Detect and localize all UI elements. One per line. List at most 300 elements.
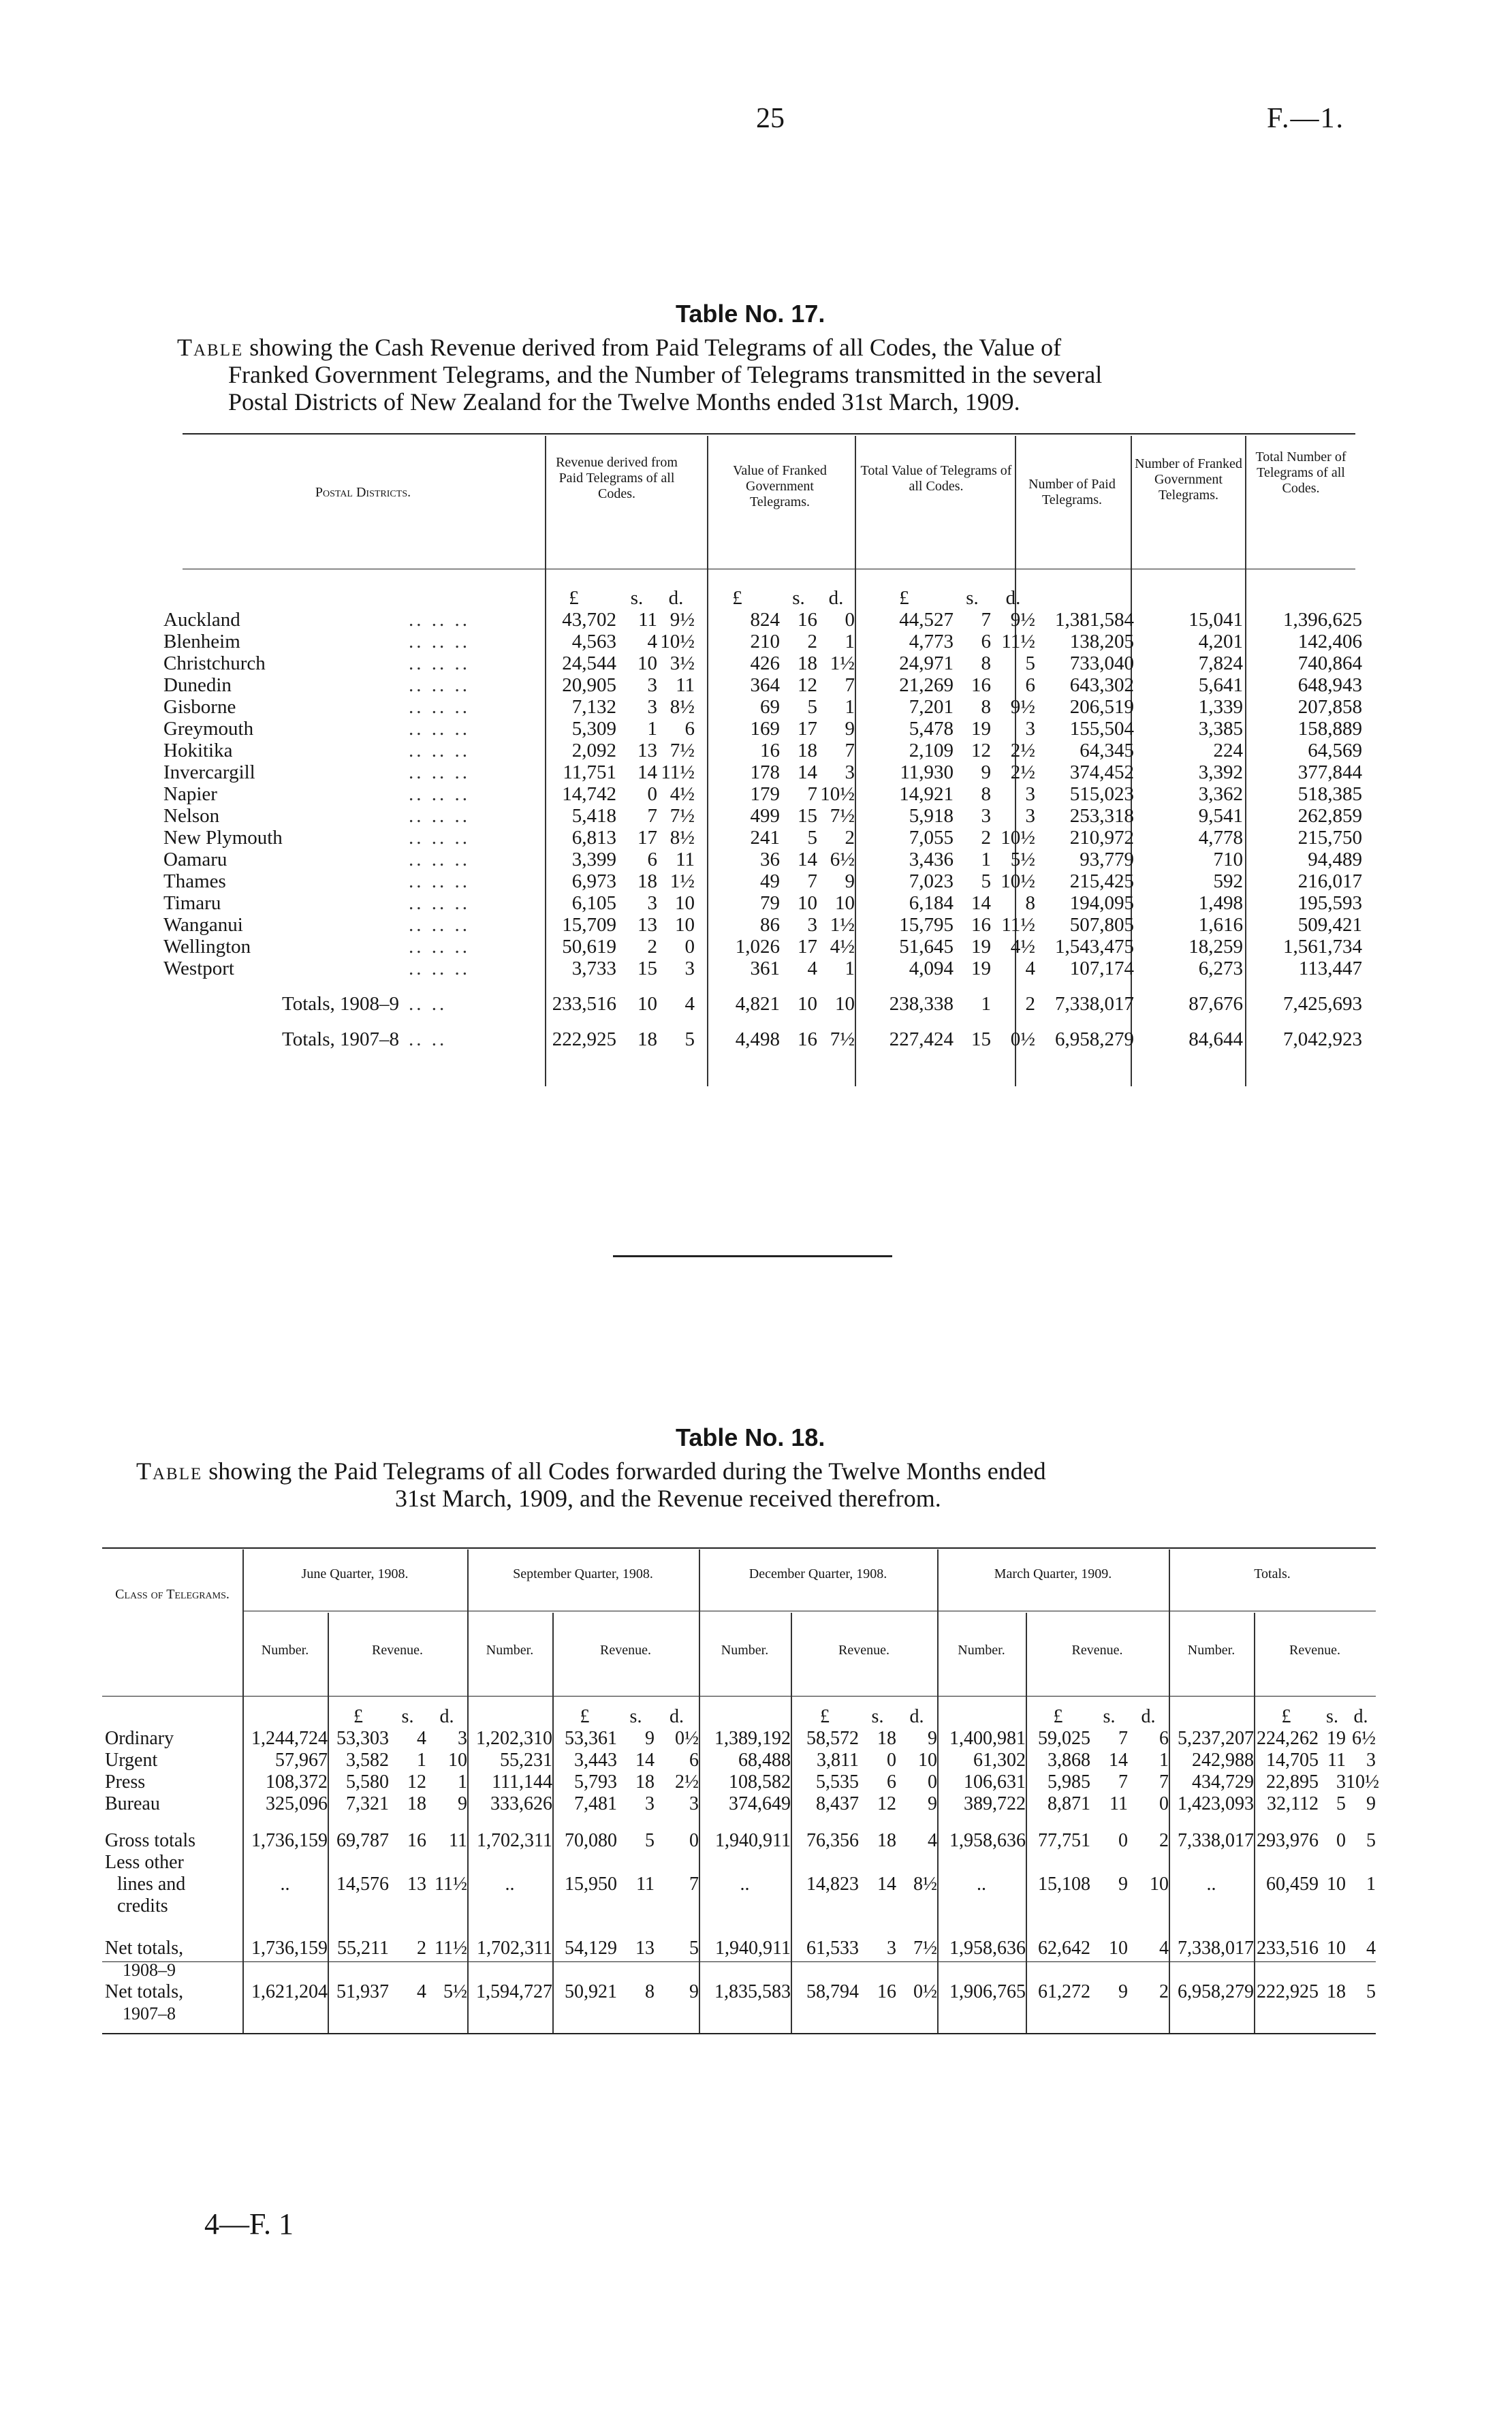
blank-cell <box>896 2003 937 2025</box>
rev-pounds: 2,092 <box>571 740 616 761</box>
telegram-number: 1,244,724 <box>251 1728 328 1749</box>
blank-cell <box>937 1895 1026 1917</box>
telegram-number: 7,338,017 <box>1178 1938 1254 1959</box>
fr-pence: 1 <box>845 631 855 652</box>
rev-shillings: 7 <box>647 805 657 827</box>
telegram-number: 325,096 <box>266 1793 328 1814</box>
franked-telegrams: 224 <box>1213 740 1243 761</box>
blank-cell <box>617 2003 655 2025</box>
tot-pence: 4½ <box>1010 936 1035 958</box>
revenue-pence: 3 <box>1366 1750 1376 1771</box>
telegram-number: 1,736,159 <box>251 1938 328 1959</box>
blank-cell <box>896 1852 937 1874</box>
row-label-cont: 1907–8 <box>123 2004 176 2023</box>
paid-telegrams: 215,425 <box>1069 870 1134 892</box>
paid-telegrams: 6,958,279 <box>1055 1028 1134 1050</box>
table17-totals-row <box>163 1028 1362 1050</box>
tot-pence: 0½ <box>1010 1028 1035 1050</box>
subheader-number: Number. <box>261 1643 309 1658</box>
franked-telegrams: 15,041 <box>1188 609 1243 631</box>
tot-shillings: 7 <box>981 609 991 631</box>
table17-row <box>163 827 1362 849</box>
telegram-number: 1,702,311 <box>477 1938 552 1959</box>
paid-telegrams: 253,318 <box>1069 805 1134 827</box>
table17-caption <box>177 334 1355 415</box>
fr-shillings: 14 <box>798 849 817 870</box>
tot-pounds: 7,055 <box>909 827 954 849</box>
blank-cell <box>1169 1959 1254 1981</box>
revenue-pence: 0 <box>1159 1793 1169 1814</box>
revenue-shillings: 7 <box>1118 1771 1128 1793</box>
revenue-shillings: 3 <box>1336 1771 1346 1793</box>
rev-pounds: 6,973 <box>571 870 616 892</box>
fr-pence: 9 <box>845 870 855 892</box>
subheader-revenue: Revenue. <box>1289 1643 1340 1658</box>
revenue-shillings: 12 <box>877 1793 896 1814</box>
revenue-shillings: 1 <box>417 1750 426 1771</box>
blank-cell <box>1319 1959 1346 1981</box>
revenue-shillings: 13 <box>635 1938 655 1959</box>
blank-cell <box>242 2003 328 2025</box>
spacer-row <box>102 1917 1376 1938</box>
paid-telegrams: 1,381,584 <box>1055 609 1134 631</box>
leader-dots: .. <box>1206 1874 1216 1895</box>
revenue-pounds: 32,112 <box>1267 1793 1319 1814</box>
rev-pounds: 14,742 <box>562 783 616 805</box>
tot-pounds: 14,921 <box>899 783 954 805</box>
row-label: Less other <box>105 1852 184 1873</box>
blank-cell <box>937 1706 1026 1728</box>
tot-pence: 9½ <box>1010 696 1035 718</box>
blank-cell <box>1026 1852 1090 1874</box>
total-telegrams: 207,858 <box>1297 696 1362 718</box>
rev-pounds: 233,516 <box>552 993 616 1015</box>
pound-unit: £ <box>353 1706 363 1727</box>
blank-cell <box>937 1852 1026 1874</box>
franked-telegrams: 3,385 <box>1198 718 1243 740</box>
table18-header-q4: March Quarter, 1909. <box>994 1566 1112 1581</box>
tot-pounds: 11,930 <box>900 761 954 783</box>
blank-cell <box>655 1895 699 1917</box>
spacer-row <box>102 1815 1376 1830</box>
table18-less-row <box>102 1852 1376 1874</box>
blank-cell <box>699 2003 791 2025</box>
revenue-pounds: 3,811 <box>817 1750 859 1771</box>
table17-row <box>163 783 1362 805</box>
revenue-pence: 4 <box>1366 1938 1376 1959</box>
tot-pence: 9½ <box>1010 609 1035 631</box>
shilling-unit: s. <box>792 587 805 609</box>
tot-shillings: 1 <box>981 849 991 870</box>
paid-telegrams: 7,338,017 <box>1055 993 1134 1015</box>
revenue-pounds: 62,642 <box>1038 1938 1090 1959</box>
paid-telegrams: 507,805 <box>1069 914 1134 936</box>
blank-cell <box>1254 2003 1319 2025</box>
table18-class-row <box>102 1793 1376 1815</box>
telegram-number: 333,626 <box>490 1793 552 1814</box>
blank-cell <box>426 1895 467 1917</box>
revenue-shillings: 5 <box>1336 1793 1346 1814</box>
telegram-number: 1,423,093 <box>1178 1793 1254 1814</box>
blank-cell <box>389 1959 426 1981</box>
blank-cell <box>1254 1895 1319 1917</box>
row-label: Ordinary <box>105 1728 174 1749</box>
franked-telegrams: 710 <box>1213 849 1243 870</box>
table17-row <box>163 609 1362 631</box>
pound-unit: £ <box>569 587 579 609</box>
table18-header-totals: Totals. <box>1254 1566 1291 1581</box>
revenue-shillings: 9 <box>1118 1874 1128 1895</box>
fr-shillings: 15 <box>798 805 817 827</box>
tot-shillings: 8 <box>981 783 991 805</box>
rev-pounds: 3,733 <box>571 958 616 979</box>
section-divider <box>613 1255 892 1257</box>
table17-row <box>163 805 1362 827</box>
blank-cell <box>791 1852 859 1874</box>
tot-pounds: 238,338 <box>889 993 954 1015</box>
franked-telegrams: 4,201 <box>1198 631 1243 652</box>
table18-net-current-row-cont <box>102 1959 1376 1981</box>
rev-pence: 1½ <box>670 870 695 892</box>
fr-pounds: 69 <box>760 696 780 718</box>
subheader-number: Number. <box>721 1643 769 1658</box>
blank-cell <box>552 1959 617 1981</box>
revenue-pence: 7½ <box>913 1938 937 1959</box>
paid-telegrams: 206,519 <box>1069 696 1134 718</box>
rev-pence: 11 <box>676 674 695 696</box>
leader-dots: .. .. .. <box>409 761 470 783</box>
revenue-pounds: 3,868 <box>1048 1750 1090 1771</box>
revenue-pence: 11½ <box>435 1874 467 1895</box>
revenue-pence: 3 <box>458 1728 467 1749</box>
table18-top-rule <box>102 1547 1376 1549</box>
table17-header-district: Postal Districts. <box>315 485 411 500</box>
rev-shillings: 3 <box>647 892 657 914</box>
total-telegrams: 113,447 <box>1298 958 1362 979</box>
blank-cell <box>1319 1895 1346 1917</box>
revenue-shillings: 11 <box>1327 1750 1346 1771</box>
district-name: New Plymouth <box>163 827 283 849</box>
district-name: Christchurch <box>163 652 266 674</box>
blank-cell <box>242 1895 328 1917</box>
tot-shillings: 9 <box>981 761 991 783</box>
blank-cell <box>859 1959 896 1981</box>
total-telegrams: 195,593 <box>1297 892 1362 914</box>
tot-pounds: 6,184 <box>909 892 954 914</box>
leader-dots: .. .. .. <box>409 696 470 718</box>
blank-cell <box>617 1959 655 1981</box>
telegram-number: 1,202,310 <box>476 1728 552 1749</box>
fr-pence: 1 <box>845 958 855 979</box>
rev-pounds: 24,544 <box>562 652 616 674</box>
blank-cell <box>1090 2003 1128 2025</box>
row-label-cont: 1908–9 <box>123 1960 176 1980</box>
fr-pence: 0 <box>845 609 855 631</box>
shilling-unit: s. <box>629 1706 642 1727</box>
revenue-pence: 10 <box>448 1750 467 1771</box>
subheader-number: Number. <box>486 1643 534 1658</box>
district-name: Westport <box>163 958 234 979</box>
blank-cell <box>242 1852 328 1874</box>
revenue-pounds: 5,535 <box>816 1771 859 1793</box>
footer-signature: 4—F. 1 <box>204 2207 294 2241</box>
blank-cell <box>389 1895 426 1917</box>
fr-pounds: 361 <box>750 958 780 979</box>
fr-pounds: 49 <box>760 870 780 892</box>
revenue-pence: 6 <box>689 1750 699 1771</box>
shilling-unit: s. <box>630 587 644 609</box>
revenue-pounds: 58,572 <box>806 1728 859 1749</box>
table18-less-row <box>102 1874 1376 1895</box>
row-label: Net totals, <box>105 1981 184 2002</box>
revenue-pounds: 15,108 <box>1038 1874 1090 1895</box>
rev-pounds: 5,418 <box>571 805 616 827</box>
leader-dots: .. .. .. <box>409 652 470 674</box>
tot-pence: 3 <box>1025 718 1035 740</box>
fr-pence: 1½ <box>830 652 855 674</box>
blank-cell <box>655 2003 699 2025</box>
blank-cell <box>242 1706 328 1728</box>
blank-cell <box>1169 1852 1254 1874</box>
franked-telegrams: 4,778 <box>1198 827 1243 849</box>
pence-unit: d. <box>1141 1706 1156 1727</box>
revenue-pounds: 58,794 <box>806 1981 859 2002</box>
pence-unit: d. <box>909 1706 924 1727</box>
leader-dots: .. <box>505 1874 515 1895</box>
telegram-number: 61,302 <box>973 1750 1026 1771</box>
blank-cell <box>896 1895 937 1917</box>
franked-telegrams: 84,644 <box>1188 1028 1243 1050</box>
pence-unit: d. <box>828 587 844 609</box>
tot-pounds: 44,527 <box>899 609 954 631</box>
pound-unit: £ <box>1053 1706 1063 1727</box>
tot-pence: 3 <box>1025 805 1035 827</box>
table18-header-q2: September Quarter, 1908. <box>513 1566 653 1581</box>
total-telegrams: 1,561,734 <box>1283 936 1362 958</box>
total-telegrams: 94,489 <box>1308 849 1362 870</box>
table18-header-rule <box>102 1696 1376 1697</box>
rev-shillings: 6 <box>647 849 657 870</box>
revenue-pence: 9 <box>689 1981 699 2002</box>
rev-pence: 10 <box>675 892 695 914</box>
rev-shillings: 17 <box>637 827 657 849</box>
tot-shillings: 19 <box>971 936 991 958</box>
rev-shillings: 18 <box>637 870 657 892</box>
tot-pounds: 227,424 <box>889 1028 954 1050</box>
rev-pounds: 11,751 <box>563 761 616 783</box>
revenue-pence: 9 <box>458 1793 467 1814</box>
telegram-number: 1,906,765 <box>949 1981 1026 2002</box>
fr-pounds: 4,821 <box>735 993 780 1015</box>
tot-shillings: 3 <box>981 805 991 827</box>
subheader-revenue: Revenue. <box>600 1643 651 1658</box>
pound-unit: £ <box>1281 1706 1291 1727</box>
blank-cell <box>1128 1852 1169 1874</box>
rev-pence: 6 <box>684 718 695 740</box>
revenue-shillings: 16 <box>407 1830 426 1851</box>
rev-shillings: 15 <box>637 958 657 979</box>
blank-cell <box>328 1959 389 1981</box>
leader-dots: .. .. .. <box>409 892 470 914</box>
franked-telegrams: 87,676 <box>1188 993 1243 1015</box>
rev-pence: 3 <box>684 958 695 979</box>
table18-header-q1: June Quarter, 1908. <box>301 1566 409 1581</box>
telegram-number: 111,144 <box>492 1771 552 1793</box>
fr-pence: 4½ <box>830 936 855 958</box>
revenue-shillings: 18 <box>877 1830 896 1851</box>
district-name: Auckland <box>163 609 240 631</box>
revenue-shillings: 13 <box>407 1874 426 1895</box>
fr-shillings: 16 <box>798 1028 817 1050</box>
fr-shillings: 16 <box>798 609 817 631</box>
revenue-shillings: 8 <box>645 1981 655 2002</box>
leader-dots: .. <box>740 1874 750 1895</box>
revenue-shillings: 14 <box>877 1874 896 1895</box>
blank-cell <box>655 1852 699 1874</box>
fr-pounds: 4,498 <box>735 1028 780 1050</box>
revenue-pence: 4 <box>1159 1938 1169 1959</box>
leader-dots: .. .. <box>409 993 447 1015</box>
revenue-pence: 11 <box>449 1830 467 1851</box>
rev-pence: 11½ <box>661 761 695 783</box>
revenue-pence: 2 <box>1159 1830 1169 1851</box>
paid-telegrams: 138,205 <box>1069 631 1134 652</box>
district-name: Nelson <box>163 805 220 827</box>
subheader-number: Number. <box>958 1643 1005 1658</box>
telegram-number: 106,631 <box>964 1771 1026 1793</box>
table17-row <box>163 696 1362 718</box>
blank-cell <box>1090 1852 1128 1874</box>
fr-pounds: 36 <box>760 849 780 870</box>
table17-row <box>163 718 1362 740</box>
fr-shillings: 10 <box>798 892 817 914</box>
paid-telegrams: 515,023 <box>1069 783 1134 805</box>
revenue-shillings: 0 <box>887 1750 896 1771</box>
revenue-shillings: 14 <box>1109 1750 1128 1771</box>
rev-pence: 0 <box>684 936 695 958</box>
revenue-shillings: 2 <box>417 1938 426 1959</box>
rev-pounds: 20,905 <box>562 674 616 696</box>
fr-pence: 1½ <box>830 914 855 936</box>
rev-pence: 10 <box>675 914 695 936</box>
paid-telegrams: 210,972 <box>1069 827 1134 849</box>
revenue-pence: 5 <box>1366 1981 1376 2002</box>
rev-shillings: 13 <box>637 914 657 936</box>
fr-pence: 10 <box>835 892 855 914</box>
tot-pounds: 7,023 <box>909 870 954 892</box>
telegram-number: 1,958,636 <box>949 1938 1026 1959</box>
blank-cell <box>699 1959 791 1981</box>
revenue-pence: 4 <box>928 1830 937 1851</box>
revenue-pence: 5 <box>1366 1830 1376 1851</box>
revenue-pounds: 54,129 <box>565 1938 617 1959</box>
blank-cell <box>1169 1895 1254 1917</box>
telegram-number: 1,621,204 <box>251 1981 328 2002</box>
rev-pounds: 6,105 <box>571 892 616 914</box>
revenue-shillings: 4 <box>417 1981 426 2002</box>
revenue-pence: 6 <box>1159 1728 1169 1749</box>
blank-cell <box>328 1895 389 1917</box>
telegram-number: 68,488 <box>738 1750 791 1771</box>
tot-shillings: 1 <box>981 993 991 1015</box>
table17-caption-line2: Franked Government Telegrams, and the Number of Telegrams transmitted in the several <box>228 361 1103 388</box>
telegram-number: 57,967 <box>275 1750 328 1771</box>
subheader-revenue: Revenue. <box>838 1643 889 1658</box>
revenue-pence: 9 <box>1366 1793 1376 1814</box>
blank-cell <box>859 2003 896 2025</box>
franked-telegrams: 1,498 <box>1198 892 1243 914</box>
revenue-shillings: 18 <box>877 1728 896 1749</box>
tot-pence: 8 <box>1025 892 1035 914</box>
revenue-shillings: 16 <box>877 1981 896 2002</box>
total-telegrams: 740,864 <box>1297 652 1362 674</box>
fr-pence: 10 <box>835 993 855 1015</box>
telegram-number: 242,988 <box>1192 1750 1254 1771</box>
leader-dots: .. .. .. <box>409 631 470 652</box>
revenue-shillings: 10 <box>1327 1874 1346 1895</box>
table17-row <box>163 958 1362 979</box>
blank-cell <box>859 1895 896 1917</box>
blank-cell <box>1319 2003 1346 2025</box>
blank-cell <box>1026 1895 1090 1917</box>
telegram-number: 374,649 <box>729 1793 791 1814</box>
blank-cell <box>617 1852 655 1874</box>
rev-pounds: 7,132 <box>571 696 616 718</box>
revenue-pounds: 14,823 <box>806 1874 859 1895</box>
table17-row <box>163 914 1362 936</box>
fr-pence: 7 <box>845 674 855 696</box>
revenue-pounds: 51,937 <box>336 1981 389 2002</box>
revenue-shillings: 14 <box>635 1750 655 1771</box>
total-telegrams: 518,385 <box>1297 783 1362 805</box>
pence-unit: d. <box>1005 587 1021 609</box>
fr-pence: 10½ <box>820 783 855 805</box>
tot-pounds: 4,094 <box>909 958 954 979</box>
revenue-shillings: 12 <box>407 1771 426 1793</box>
fr-shillings: 4 <box>807 958 817 979</box>
franked-telegrams: 9,541 <box>1198 805 1243 827</box>
blank-cell <box>896 1959 937 1981</box>
table17-caption-lead: Table <box>177 334 244 361</box>
fr-pence: 9 <box>845 718 855 740</box>
blank-cell <box>791 2003 859 2025</box>
subheader-revenue: Revenue. <box>1071 1643 1123 1658</box>
tot-pence: 3 <box>1025 783 1035 805</box>
rev-shillings: 0 <box>647 783 657 805</box>
fr-shillings: 12 <box>798 674 817 696</box>
revenue-pounds: 22,895 <box>1266 1771 1319 1793</box>
pound-unit: £ <box>820 1706 830 1727</box>
tot-pounds: 4,773 <box>909 631 954 652</box>
totals-label: Totals, 1908–9 <box>282 993 399 1015</box>
total-telegrams: 158,889 <box>1297 718 1362 740</box>
leader-dots: .. .. <box>409 1028 447 1050</box>
fr-pounds: 79 <box>760 892 780 914</box>
table17-caption-line3: Postal Districts of New Zealand for the Twelve Months ended 31st March, 1909. <box>228 388 1020 415</box>
blank-cell <box>1254 1959 1319 1981</box>
revenue-shillings: 11 <box>636 1874 655 1895</box>
telegram-number: 389,722 <box>964 1793 1026 1814</box>
revenue-shillings: 9 <box>1118 1981 1128 2002</box>
revenue-shillings: 3 <box>645 1793 655 1814</box>
rev-pence: 8½ <box>670 696 695 718</box>
revenue-pence: 10 <box>918 1750 937 1771</box>
blank-cell <box>1319 1852 1346 1874</box>
fr-pounds: 16 <box>760 740 780 761</box>
table18-caption-lead: Table <box>136 1457 203 1485</box>
fr-pounds: 86 <box>760 914 780 936</box>
blank-cell <box>552 1852 617 1874</box>
